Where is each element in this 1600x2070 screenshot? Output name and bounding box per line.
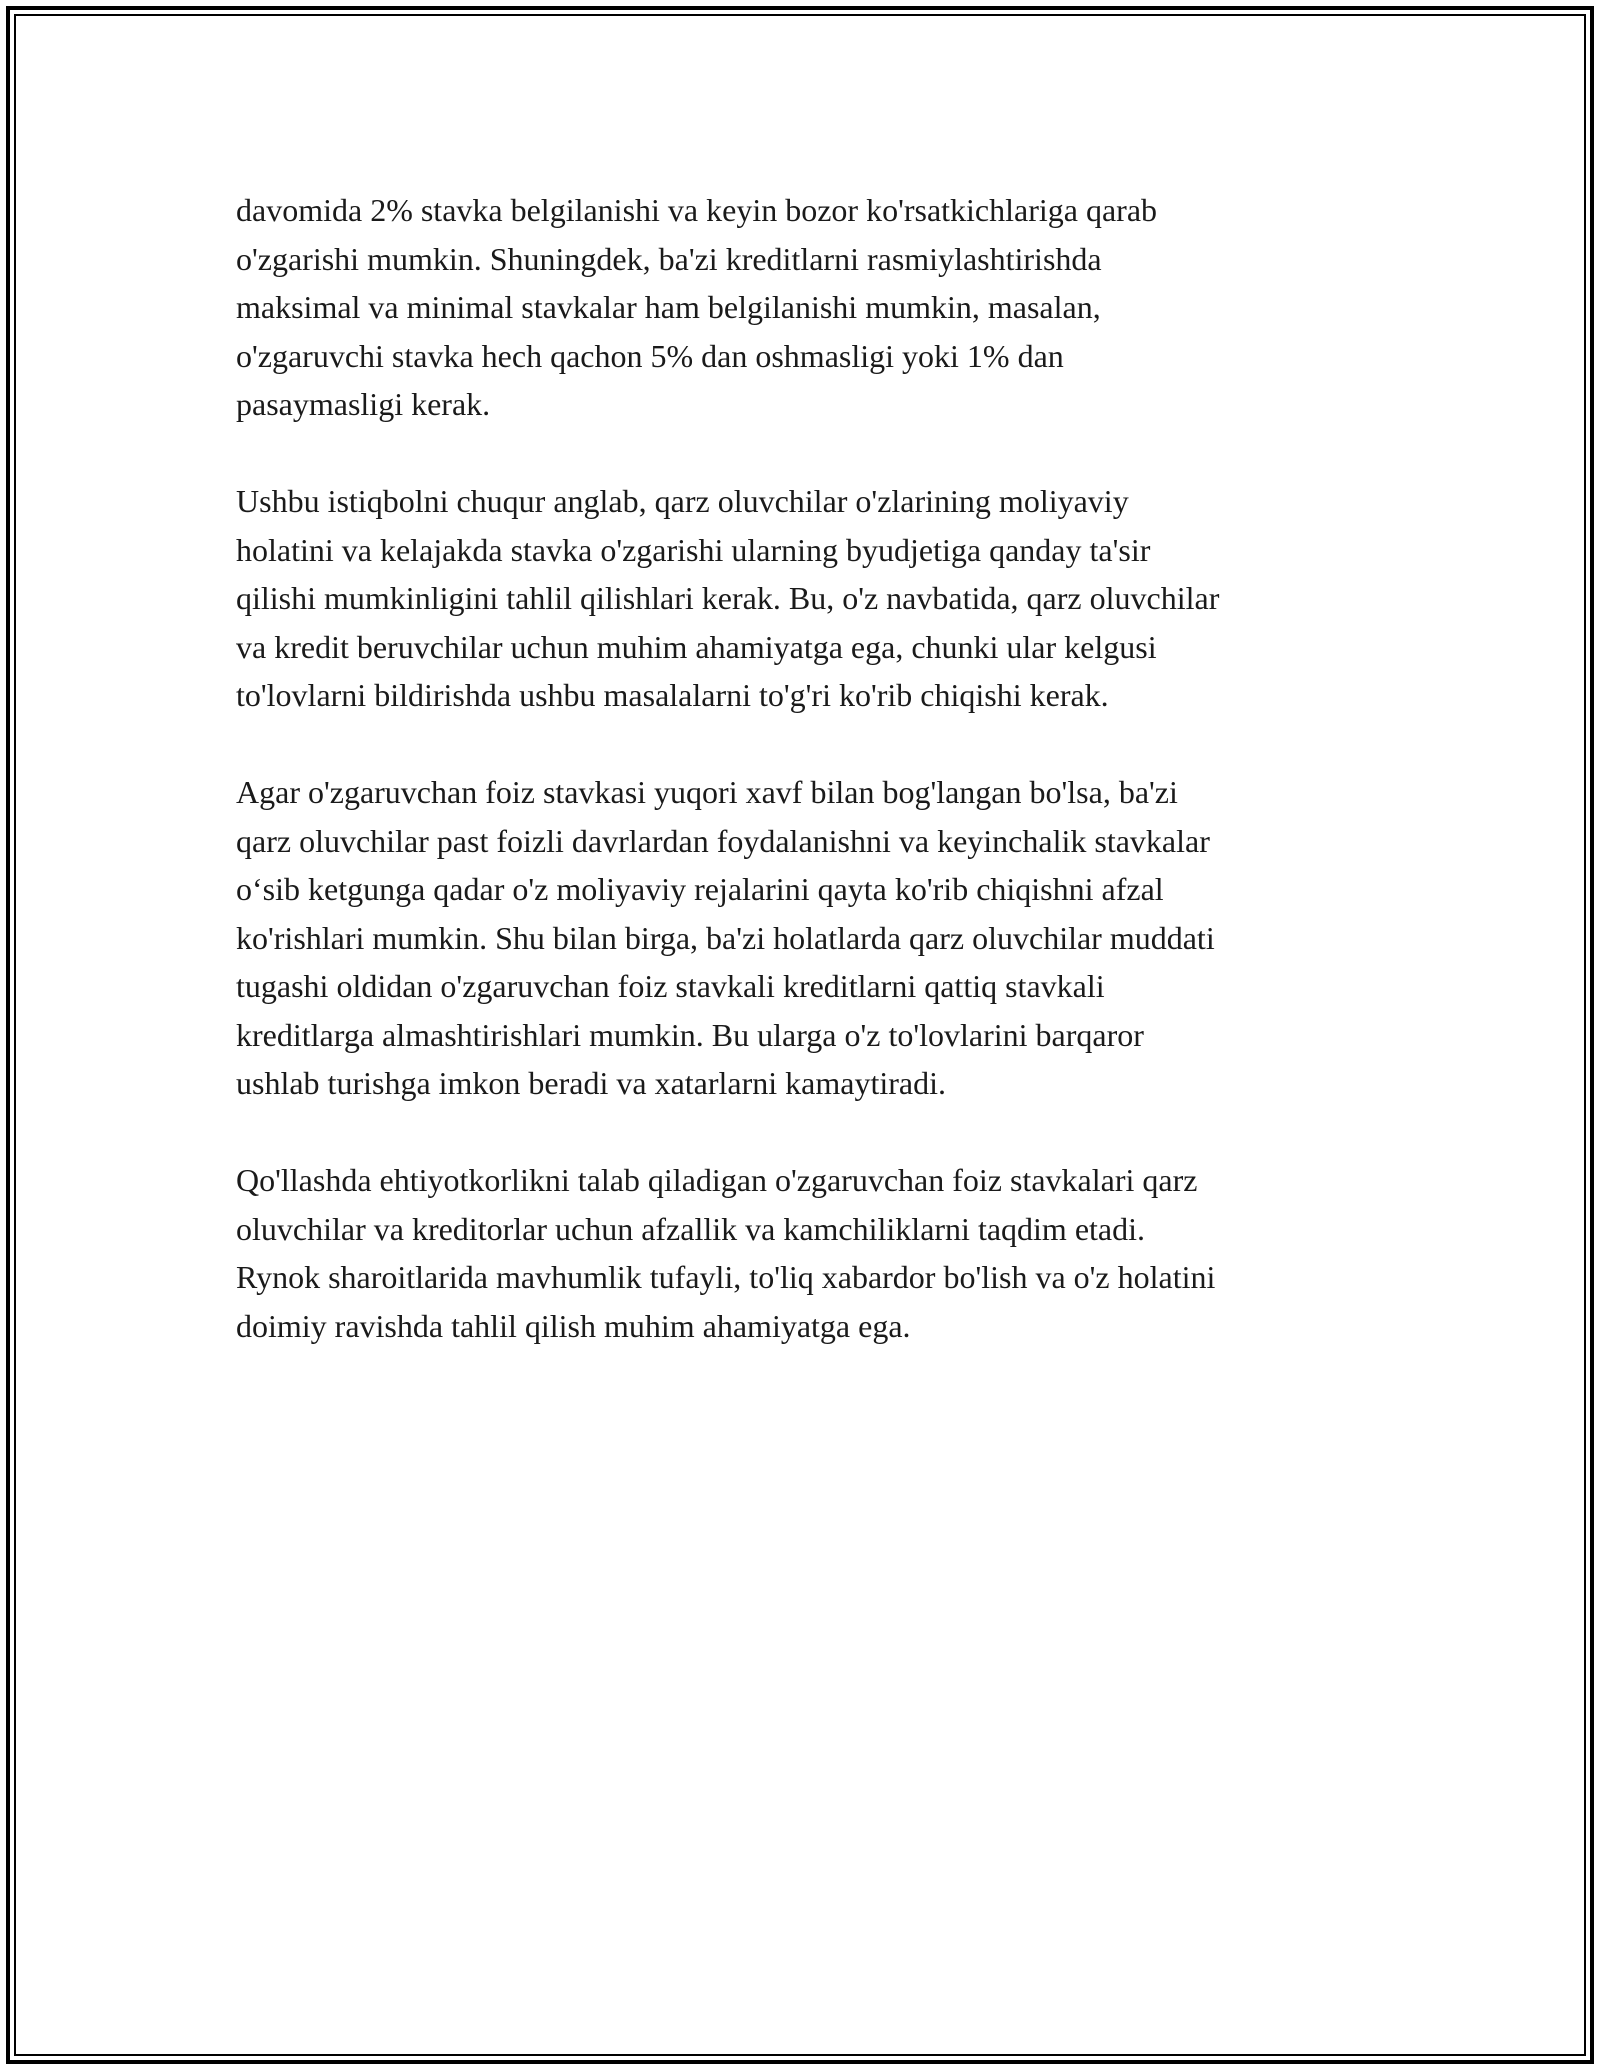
text-line: o'zgarishi mumkin. Shuningdek, ba'zi kreditlarni rasmiylashtirishda (236, 240, 1102, 277)
text-line: Agar o'zgaruvchan foiz stavkasi yuqori xavf bilan bog'langan bo'lsa, ba'zi (236, 774, 1178, 810)
text-line: va kredit beruvchilar uchun muhim ahamiyatga ega, chunki ular kelgusi (236, 628, 1157, 665)
text-line: o'zgaruvchi stavka hech qachon 5% dan oshmasligi yoki 1% dan (236, 337, 1064, 374)
text-line: davomida 2% stavka belgilanishi va keyin bozor ko'rsatkichlariga qarab (236, 192, 1158, 228)
text-line: Rynok sharoitlarida mavhumlik tufayli, to'liq xabardor bo'lish va o'z holatini (236, 1259, 1216, 1295)
document-body (236, 186, 1376, 1399)
text-line: maksimal va minimal stavkalar ham belgilanishi mumkin, masalan, (236, 289, 1101, 325)
text-line: Ushbu istiqbolni chuqur anglab, qarz oluvchilar o'zlarining moliyaviy (236, 483, 1129, 519)
text-line: to'lovlarni bildirishda ushbu masalalarni to'g'ri ko'rib chiqishi kerak. (236, 677, 1109, 713)
text-line: qilishi mumkinligini tahlil qilishlari kerak. Bu, o'z navbatida, qarz oluvchilar (236, 580, 1220, 616)
text-line: oluvchilar va kreditorlar uchun afzallik va kamchiliklarni taqdim etadi. (236, 1210, 1145, 1247)
paragraph-4 (236, 1156, 1376, 1350)
text-line: o‘sib ketgunga qadar o'z moliyaviy rejalarini qayta ko'rib chiqishni afzal (236, 871, 1164, 907)
text-line: pasaymasligi kerak. (236, 386, 491, 422)
paragraph-2 (236, 477, 1376, 720)
text-line: ushlab turishga imkon beradi va xatarlarni kamaytiradi. (236, 1065, 946, 1101)
text-line: doimiy ravishda tahlil qilish muhim ahamiyatga ega. (236, 1307, 911, 1344)
text-line: qarz oluvchilar past foizli davrlardan foydalanishni va keyinchalik stavkalar (236, 822, 1210, 859)
text-line: ko'rishlari mumkin. Shu bilan birga, ba'zi holatlarda qarz oluvchilar muddati (236, 919, 1215, 956)
text-line: tugashi oldidan o'zgaruvchan foiz stavkali kreditlarni qattiq stavkali (236, 968, 1105, 1004)
paragraph-1 (236, 186, 1376, 429)
text-line: holatini va kelajakda stavka o'zgarishi ularning byudjetiga qanday ta'sir (236, 531, 1151, 568)
text-line: Qo'llashda ehtiyotkorlikni talab qiladigan o'zgaruvchan foiz stavkalari qarz (236, 1162, 1198, 1198)
text-line: kreditlarga almashtirishlari mumkin. Bu ularga o'z to'lovlarini barqaror (236, 1016, 1144, 1053)
paragraph-3 (236, 768, 1376, 1108)
